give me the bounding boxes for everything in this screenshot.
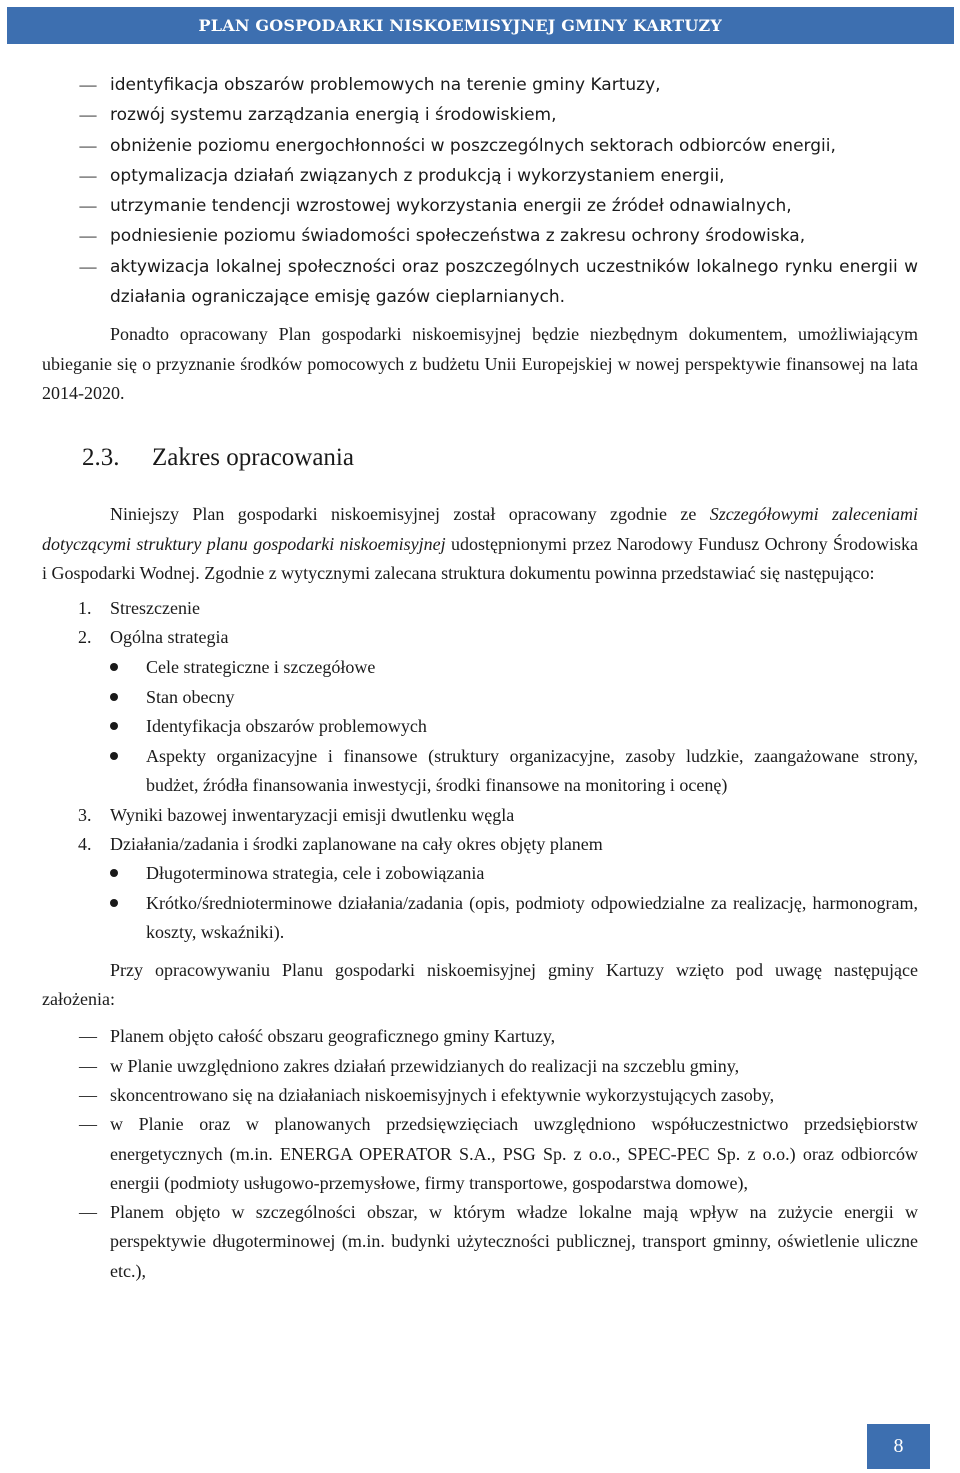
bullet-icon — [110, 899, 118, 907]
list-item: — aktywizacja lokalnej społeczności oraz poszczególnych uczestników lokalnego rynku energii w działania ograniczające emisję gazów cieplarnianych. — [79, 256, 918, 308]
bullet-icon — [110, 752, 118, 760]
guideline-title: Szczegółowymi zaleceniami dotyczącymi struktury planu gospodarki niskoemisyjnej — [42, 504, 918, 554]
bullet-item: Krótko/średnioterminowe działania/zadania (opis, podmioty odpowiedzialne za realizację, harmonogram, koszty, wskaźniki). — [42, 889, 918, 948]
list-item: — skoncentrowano się na działaniach niskoemisyjnych i efektywnie wykorzystujących zasoby, — [79, 1084, 775, 1105]
list-item: — w Planie uwzględniono zakres działań przewidzianych do realizacji na szczeblu gminy, — [79, 1055, 740, 1076]
bullet-icon — [110, 693, 118, 701]
section-title: Zakres opracowania — [152, 444, 354, 472]
list-item: — Planem objęto całość obszaru geograficznego gminy Kartuzy, — [79, 1026, 556, 1047]
sub-bullet-list — [42, 859, 918, 947]
list-item: — identyfikacja obszarów problemowych na terenie gminy Kartuzy, — [79, 75, 661, 95]
list-item: — obniżenie poziomu energochłonności w poszczególnych sektorach odbiorców energii, — [79, 135, 836, 156]
list-item: — w Planie oraz w planowanych przedsięwzięciach uwzględniono współuczestnictwo przedsiębiorstw energetycznych (m.in. ENERGA OPERATOR S.A., PSG Sp. z o.o., SPEC-PEC Sp. z o.o.) oraz odbiorców energii (podmioty usługowo-przemysłowe, firmy transportowe, gospodarstwa domowe), — [79, 1114, 918, 1193]
structure-item: 2. Ogólna strategia Cele strategiczne i szczegółowe Stan obecny Identyfikacja obszarów problemowych Aspekty organizacyjne i finansowe (struktury organizacyjne, zasoby ludzkie, zaangażowane strony, budżet, źródła finansowania inwestycji, środki finansowe na monitoring i ocenę) — [42, 623, 918, 800]
page-number-label: 8 — [893, 1435, 904, 1457]
page-number — [867, 1424, 930, 1469]
bullet-icon — [110, 722, 118, 730]
sub-bullet-list — [42, 653, 918, 801]
list-item: — podniesienie poziomu świadomości społeczeństwa z zakresu ochrony środowiska, — [79, 226, 806, 247]
section-heading — [42, 442, 918, 474]
structure-list — [42, 594, 918, 948]
bullet-item: Aspekty organizacyjne i finansowe (struktury organizacyjne, zasoby ludzkie, zaangażowane strony, budżet, źródła finansowania inwestycji, środki finansowe na monitoring i ocenę) — [42, 742, 918, 801]
document-body — [42, 70, 918, 1286]
section-number: 2.3. — [82, 444, 120, 472]
bullet-item: Identyfikacja obszarów problemowych — [42, 712, 918, 741]
structure-item: 4. Działania/zadania i środki zaplanowane na cały okres objęty planem Długoterminowa strategia, cele i zobowiązania Krótko/średnioterminowe działania/zadania (opis, podmioty odpowiedzialne za realizację, harmonogram, koszty, wskaźniki). — [42, 830, 918, 948]
paragraph-funding: Ponadto opracowany Plan gospodarki niskoemisyjnej będzie niezbędnym dokumentem, umożliwiającym ubieganie się o przyznanie środków pomocowych z budżetu Unii Europejskiej w nowej perspektywie finansowej na lata 2014-2020. — [42, 324, 918, 403]
header-title: PLAN GOSPODARKI NISKOEMISYJNEJ GMINY KARTUZY — [198, 16, 722, 35]
bullet-item: Cele strategiczne i szczegółowe — [42, 653, 918, 682]
bullet-item: Długoterminowa strategia, cele i zobowiązania — [42, 859, 918, 888]
bullet-icon — [110, 869, 118, 877]
page-header — [7, 7, 954, 44]
bullet-icon — [110, 663, 118, 671]
list-item: — utrzymanie tendencji wzrostowej wykorzystania energii ze źródeł odnawialnych, — [79, 196, 792, 217]
structure-item: 1. Streszczenie — [78, 598, 200, 619]
bullet-item: Stan obecny — [42, 683, 918, 712]
list-item: — Planem objęto w szczególności obszar, w którym władze lokalne mają wpływ na zużycie energii w perspektywie długoterminowej (m.in. budynki użyteczności publicznej, transport gminny, oświetlenie uliczne etc.), — [79, 1202, 918, 1281]
list-item: — optymalizacja działań związanych z produkcją i wykorzystaniem energii, — [79, 165, 725, 186]
paragraph-assumptions-intro: Przy opracowywaniu Planu gospodarki niskoemisyjnej gminy Kartuzy wzięto pod uwagę następujące założenia: — [42, 959, 918, 1010]
assumptions-list — [42, 1022, 918, 1286]
goals-list — [42, 70, 918, 312]
paragraph-scope: Niniejszy Plan gospodarki niskoemisyjnej został opracowany zgodnie ze Szczegółowymi zaleceniami dotyczącymi struktury planu gospodarki niskoemisyjnej udostępnionymi przez Narodowy Fundusz Ochrony Środowiska i Gospodarki Wodnej. Zgodnie z wytycznymi zalecana struktura dokumentu powinna przedstawiać się następująco: — [42, 504, 918, 583]
list-item: — rozwój systemu zarządzania energią i środowiskiem, — [79, 105, 557, 126]
structure-item: 3. Wyniki bazowej inwentaryzacji emisji dwutlenku węgla — [78, 804, 515, 825]
